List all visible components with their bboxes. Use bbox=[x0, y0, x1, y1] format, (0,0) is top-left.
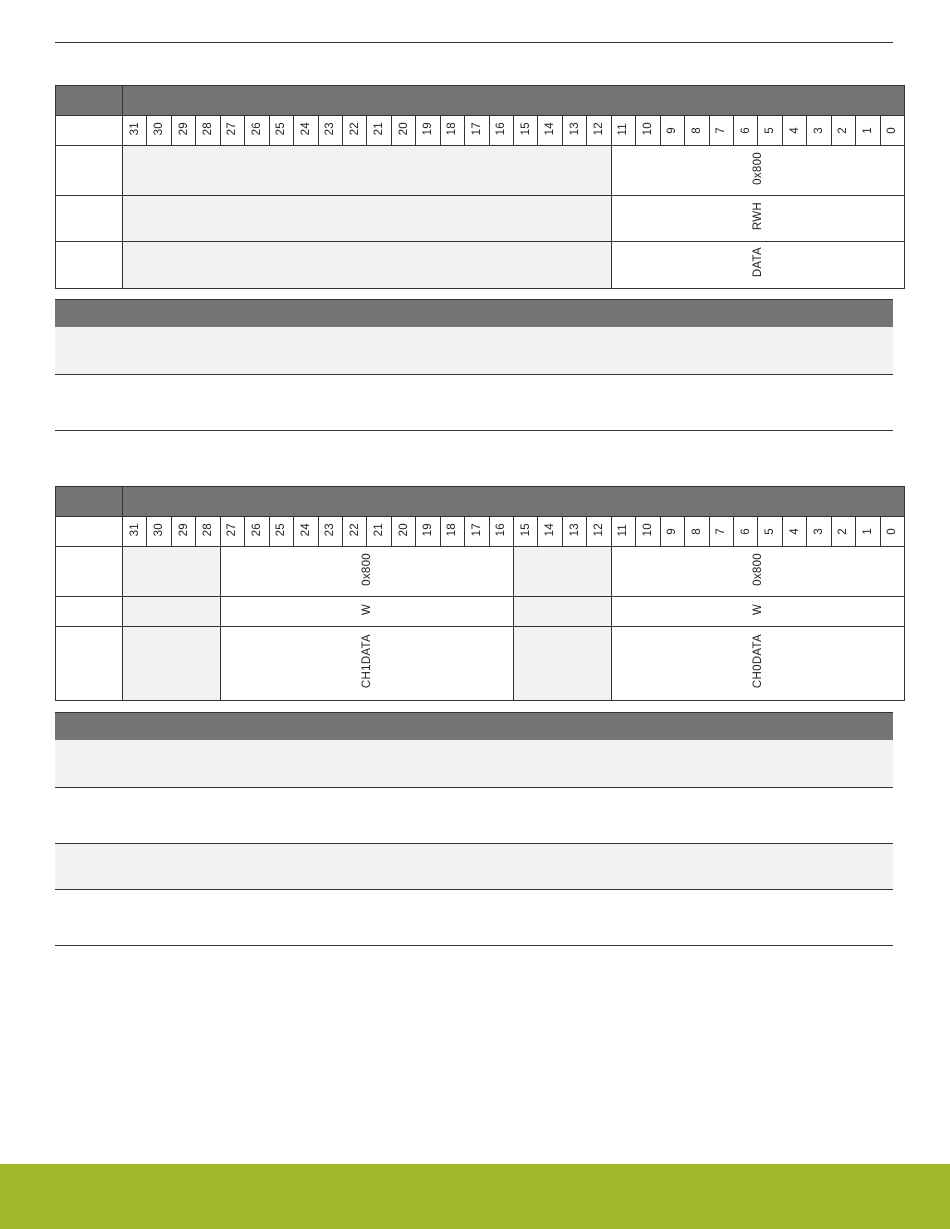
register-header-row bbox=[56, 487, 905, 517]
bit-number: 4 bbox=[782, 116, 806, 146]
register-header-row bbox=[56, 86, 905, 116]
description-row bbox=[55, 787, 893, 843]
bit-number: 19 bbox=[416, 116, 440, 146]
bit-number: 1 bbox=[856, 517, 880, 547]
bit-number: 27 bbox=[220, 517, 244, 547]
ch1data-name-cell: CH1DATA bbox=[220, 627, 513, 701]
ch1data-access-cell: W bbox=[220, 597, 513, 627]
description-cell bbox=[55, 787, 893, 843]
bit-number: 4 bbox=[782, 517, 806, 547]
offset-header-cell bbox=[56, 487, 123, 517]
name-row bbox=[56, 627, 905, 701]
bit-number: 0 bbox=[880, 116, 904, 146]
access-label-cell bbox=[56, 597, 123, 627]
description-header-cell bbox=[55, 300, 893, 328]
bit-number: 16 bbox=[489, 116, 513, 146]
bit-number: 30 bbox=[147, 517, 171, 547]
description-row bbox=[55, 843, 893, 889]
bit-number: 7 bbox=[709, 116, 733, 146]
footer-bar bbox=[0, 1164, 950, 1229]
bit-number: 21 bbox=[367, 116, 391, 146]
register-table-1 bbox=[55, 85, 905, 289]
bit-number: 12 bbox=[587, 116, 611, 146]
bit-label-cell bbox=[56, 517, 123, 547]
top-rule bbox=[55, 42, 893, 43]
bit-number: 27 bbox=[220, 116, 244, 146]
bit-number: 22 bbox=[342, 116, 366, 146]
bit-number: 11 bbox=[611, 517, 635, 547]
ch1data-reset-cell: 0x800 bbox=[220, 547, 513, 597]
bit-number: 3 bbox=[807, 517, 831, 547]
description-table-2 bbox=[55, 712, 893, 946]
description-cell bbox=[55, 889, 893, 945]
name-label-cell bbox=[56, 242, 123, 289]
bit-number: 12 bbox=[587, 517, 611, 547]
bit-number: 6 bbox=[733, 517, 757, 547]
data-name-cell: DATA bbox=[611, 242, 904, 289]
bit-number: 24 bbox=[294, 517, 318, 547]
bit-number: 28 bbox=[196, 116, 220, 146]
bit-number: 17 bbox=[465, 116, 489, 146]
description-table-1 bbox=[55, 299, 893, 431]
ch0data-reset-cell: 0x800 bbox=[611, 547, 904, 597]
bit-number: 20 bbox=[391, 517, 415, 547]
bit-number: 22 bbox=[342, 517, 366, 547]
bit-label-cell bbox=[56, 116, 123, 146]
name-row bbox=[56, 242, 905, 289]
bit-number: 7 bbox=[709, 517, 733, 547]
description-row bbox=[55, 327, 893, 374]
access-row bbox=[56, 597, 905, 627]
bit-number: 15 bbox=[514, 517, 538, 547]
bit-number: 31 bbox=[123, 517, 147, 547]
reserved-field bbox=[514, 627, 612, 701]
bit-position-header-cell bbox=[123, 86, 905, 116]
description-row bbox=[55, 740, 893, 787]
reserved-field bbox=[123, 627, 221, 701]
bit-number: 3 bbox=[807, 116, 831, 146]
bit-number: 11 bbox=[611, 116, 635, 146]
bit-number: 5 bbox=[758, 517, 782, 547]
bit-number: 29 bbox=[171, 517, 195, 547]
ch0data-name-cell: CH0DATA bbox=[611, 627, 904, 701]
bit-number: 0 bbox=[880, 517, 904, 547]
data-access-cell: RWH bbox=[611, 196, 904, 242]
bit-number: 18 bbox=[440, 517, 464, 547]
bit-number: 10 bbox=[636, 116, 660, 146]
reserved-field bbox=[123, 547, 221, 597]
bit-number: 9 bbox=[660, 116, 684, 146]
reserved-field bbox=[123, 196, 612, 242]
bit-number: 14 bbox=[538, 116, 562, 146]
bit-number: 30 bbox=[147, 116, 171, 146]
bit-number: 23 bbox=[318, 517, 342, 547]
description-header-row bbox=[55, 300, 893, 328]
bit-number: 8 bbox=[685, 517, 709, 547]
bit-number: 19 bbox=[416, 517, 440, 547]
bit-number: 2 bbox=[831, 517, 855, 547]
bit-number: 28 bbox=[196, 517, 220, 547]
bit-number-row bbox=[56, 517, 905, 547]
bit-number: 1 bbox=[856, 116, 880, 146]
bit-number: 10 bbox=[636, 517, 660, 547]
bit-number: 9 bbox=[660, 517, 684, 547]
bit-number: 20 bbox=[391, 116, 415, 146]
description-header-row bbox=[55, 713, 893, 741]
reset-label-cell bbox=[56, 547, 123, 597]
offset-header-cell bbox=[56, 86, 123, 116]
bit-number: 2 bbox=[831, 116, 855, 146]
bit-position-header-cell bbox=[123, 487, 905, 517]
data-reset-cell: 0x800 bbox=[611, 146, 904, 196]
reserved-field bbox=[123, 242, 612, 289]
description-cell bbox=[55, 374, 893, 430]
name-label-cell bbox=[56, 627, 123, 701]
bit-number: 13 bbox=[562, 517, 586, 547]
bit-number: 21 bbox=[367, 517, 391, 547]
bit-number: 26 bbox=[245, 116, 269, 146]
access-row bbox=[56, 196, 905, 242]
bit-number: 25 bbox=[269, 517, 293, 547]
bit-number: 29 bbox=[171, 116, 195, 146]
reserved-field bbox=[123, 146, 612, 196]
bit-number: 14 bbox=[538, 517, 562, 547]
bit-number: 5 bbox=[758, 116, 782, 146]
register-table-2 bbox=[55, 486, 905, 701]
reset-label-cell bbox=[56, 146, 123, 196]
bit-number: 31 bbox=[123, 116, 147, 146]
description-row bbox=[55, 889, 893, 945]
description-cell bbox=[55, 843, 893, 889]
bit-number: 13 bbox=[562, 116, 586, 146]
bit-number: 23 bbox=[318, 116, 342, 146]
reset-row bbox=[56, 146, 905, 196]
bit-number: 18 bbox=[440, 116, 464, 146]
reserved-field bbox=[514, 597, 612, 627]
bit-number: 26 bbox=[245, 517, 269, 547]
bit-number: 15 bbox=[514, 116, 538, 146]
bit-number: 8 bbox=[685, 116, 709, 146]
bit-number: 25 bbox=[269, 116, 293, 146]
description-cell bbox=[55, 327, 893, 374]
bit-number: 24 bbox=[294, 116, 318, 146]
ch0data-access-cell: W bbox=[611, 597, 904, 627]
reserved-field bbox=[514, 547, 612, 597]
description-header-cell bbox=[55, 713, 893, 741]
bit-number-row bbox=[56, 116, 905, 146]
bit-number: 16 bbox=[489, 517, 513, 547]
bit-number: 6 bbox=[733, 116, 757, 146]
description-cell bbox=[55, 740, 893, 787]
description-row bbox=[55, 374, 893, 430]
access-label-cell bbox=[56, 196, 123, 242]
reset-row bbox=[56, 547, 905, 597]
bit-number: 17 bbox=[465, 517, 489, 547]
reserved-field bbox=[123, 597, 221, 627]
